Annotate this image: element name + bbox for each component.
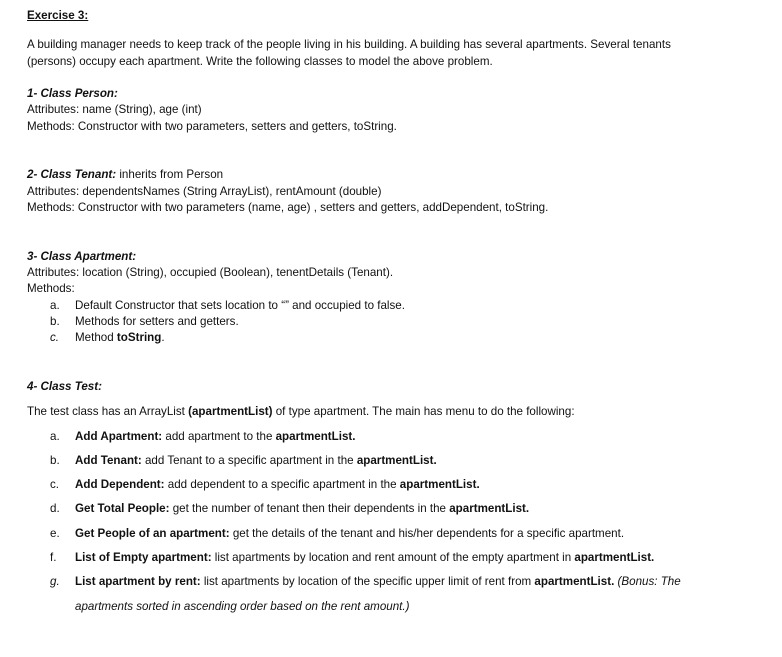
list-marker: c. — [50, 478, 60, 491]
tenant-heading-line — [27, 167, 223, 183]
list-item-text: Default Constructor that sets location to “” and occupied to false. — [75, 299, 405, 312]
test-menu-item — [0, 574, 782, 590]
item-description: add Tenant to a specific apartment in the — [141, 454, 357, 467]
list-marker: a. — [50, 299, 60, 312]
item-description: list apartments by location of the specific upper limit of rent from — [200, 575, 535, 588]
intro-line-2: (persons) occupy each apartment. Write the following classes to model the above problem. — [27, 55, 493, 68]
list-marker: d. — [50, 502, 60, 515]
test-intro-pre: The test class has an ArrayList — [27, 405, 189, 418]
item-bold-suffix: apartmentList. — [275, 430, 356, 443]
person-methods: Methods: Constructor with two parameters, setters and getters, toString. — [27, 120, 397, 133]
person-attributes: Attributes: name (String), age (int) — [27, 103, 202, 116]
bonus-continuation — [0, 599, 782, 615]
exercise-title: Exercise 3: — [27, 9, 89, 22]
list-marker: a. — [50, 430, 60, 443]
item-bold-suffix: apartmentList. — [449, 502, 530, 515]
item-description: get the number of tenant then their dependents in the — [169, 502, 450, 515]
test-intro-bold: (apartmentList) — [188, 405, 273, 418]
list-item-text — [75, 574, 681, 590]
list-item-text — [75, 526, 624, 542]
list-marker: e. — [50, 527, 60, 540]
list-marker: b. — [50, 454, 60, 467]
apartment-methods-label: Methods: — [27, 282, 75, 295]
item-description: add dependent to a specific apartment in the — [164, 478, 400, 491]
list-item-text — [75, 330, 165, 346]
apartment-method-item — [0, 330, 782, 346]
text-plain: Method — [75, 331, 117, 344]
test-menu-item — [0, 453, 782, 469]
bonus-note: (Bonus: The — [614, 575, 681, 588]
list-item-text — [75, 453, 437, 469]
list-item-text — [75, 429, 356, 445]
list-marker: f. — [50, 551, 57, 564]
list-item-text — [75, 501, 529, 517]
item-description: get the details of the tenant and his/her dependents for a specific apartment. — [229, 527, 625, 540]
list-item-text: Methods for setters and getters. — [75, 315, 239, 328]
text-end: . — [161, 331, 165, 344]
intro-line-1: A building manager needs to keep track of the people living in his building. A building has several apartments. Several tenants — [27, 38, 671, 51]
person-heading: 1- Class Person: — [27, 87, 118, 100]
item-bold-suffix: apartmentList. — [399, 478, 480, 491]
item-label: Add Dependent: — [75, 478, 165, 491]
item-bold-suffix: apartmentList. — [534, 575, 615, 588]
apartment-method-item — [0, 298, 782, 314]
text-bold: toString — [116, 331, 162, 344]
list-item-text — [75, 550, 654, 566]
bonus-continuation-text: apartments sorted in ascending order based on the rent amount.) — [75, 600, 410, 613]
test-menu-item — [0, 501, 782, 517]
list-marker: c. — [50, 331, 60, 344]
test-menu-item — [0, 477, 782, 493]
tenant-methods: Methods: Constructor with two parameters (name, age) , setters and getters, addDependent, toString. — [27, 201, 549, 214]
apartment-attributes: Attributes: location (String), occupied (Boolean), tenentDetails (Tenant). — [27, 266, 394, 279]
test-intro — [27, 404, 575, 420]
test-menu-item — [0, 526, 782, 542]
item-description: add apartment to the — [162, 430, 276, 443]
test-intro-post: of type apartment. The main has menu to do the following: — [272, 405, 575, 418]
item-bold-suffix: apartmentList. — [356, 454, 437, 467]
item-bold-suffix: apartmentList. — [574, 551, 655, 564]
tenant-heading-suffix: inherits from Person — [116, 168, 224, 181]
item-label: Get Total People: — [75, 502, 170, 515]
item-label: Add Apartment: — [75, 430, 163, 443]
test-menu-item — [0, 550, 782, 566]
test-heading: 4- Class Test: — [27, 380, 102, 393]
item-label: List apartment by rent: — [75, 575, 201, 588]
apartment-method-item — [0, 314, 782, 330]
tenant-heading: 2- Class Tenant: — [27, 168, 117, 181]
item-label: List of Empty apartment: — [75, 551, 212, 564]
item-label: Add Tenant: — [75, 454, 142, 467]
list-item-text — [75, 477, 480, 493]
tenant-attributes: Attributes: dependentsNames (String ArrayList), rentAmount (double) — [27, 185, 382, 198]
item-description: list apartments by location and rent amount of the empty apartment in — [211, 551, 575, 564]
apartment-heading: 3- Class Apartment: — [27, 250, 137, 263]
item-label: Get People of an apartment: — [75, 527, 230, 540]
list-marker: g. — [50, 575, 60, 588]
test-menu-item — [0, 429, 782, 445]
list-marker: b. — [50, 315, 60, 328]
